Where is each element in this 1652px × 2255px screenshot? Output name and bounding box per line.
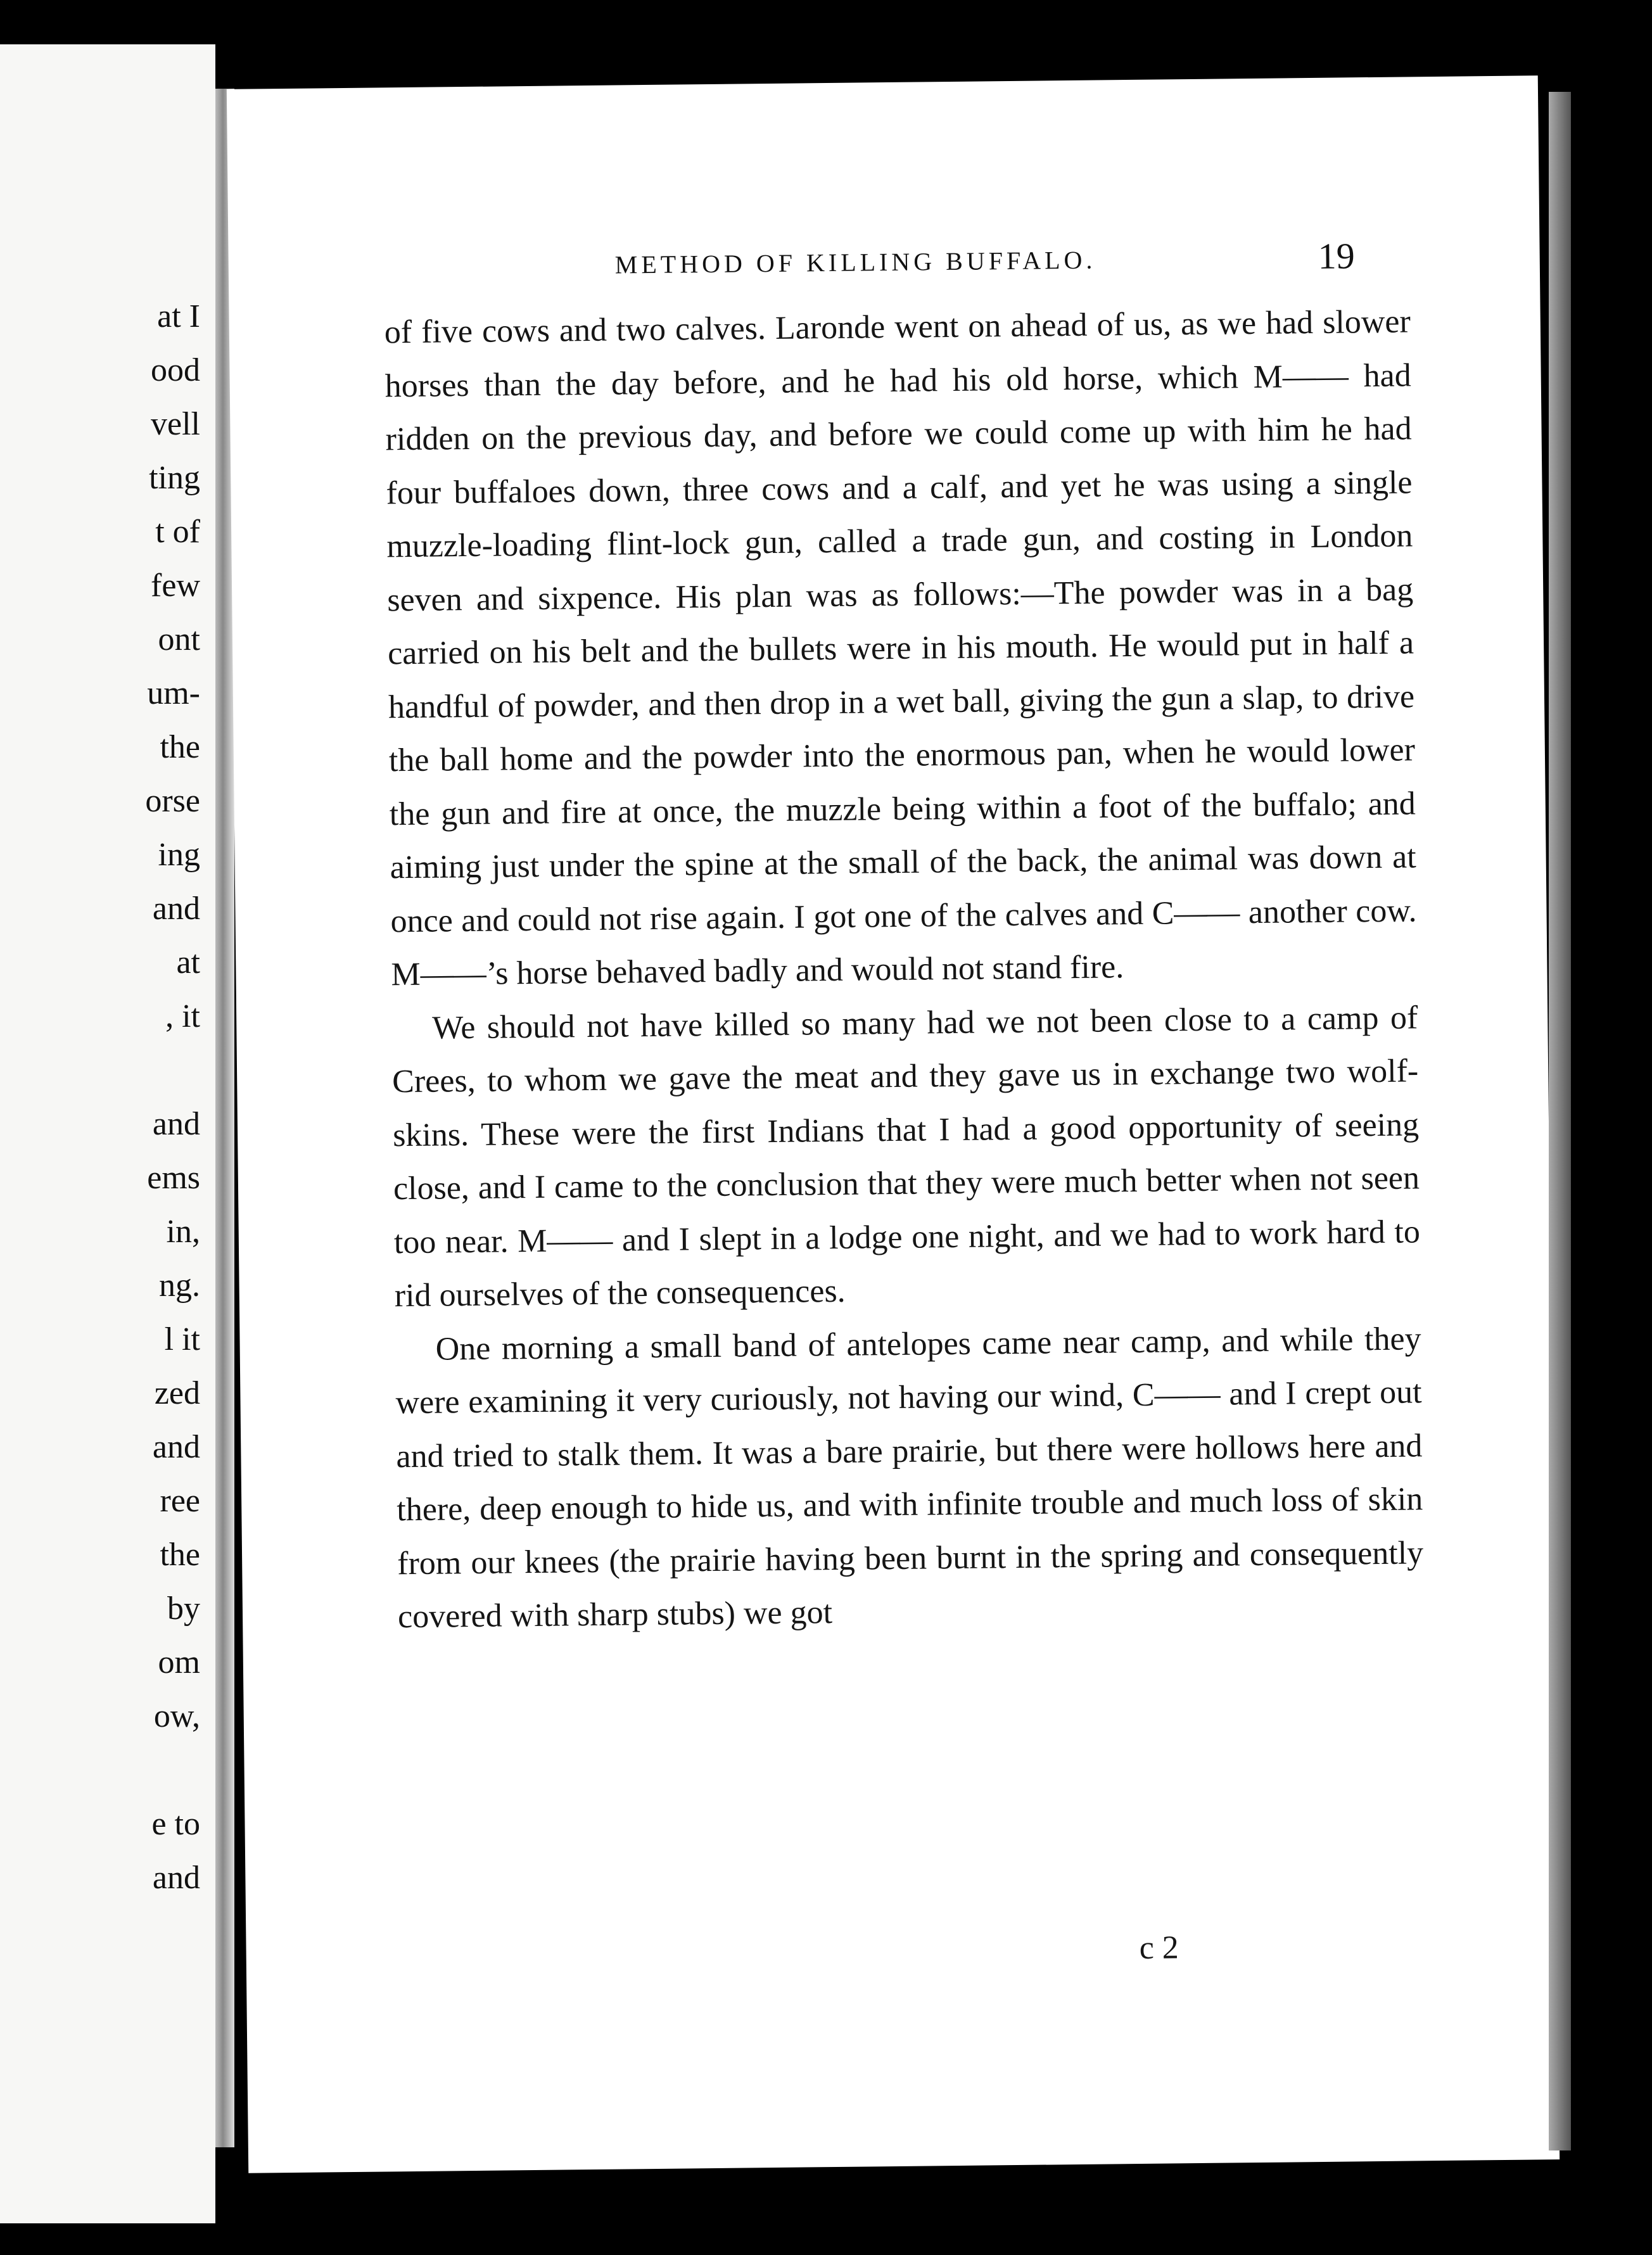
left-page-line-fragment: ng. bbox=[159, 1267, 200, 1304]
left-page-line-fragment: few bbox=[151, 568, 200, 604]
right-page bbox=[227, 75, 1560, 2173]
left-page-line-fragment: ting bbox=[149, 460, 200, 496]
left-page-line-fragment: and bbox=[152, 1429, 200, 1465]
left-page-line-fragment: at I bbox=[157, 298, 200, 334]
left-page-line-fragment: zed bbox=[154, 1375, 200, 1411]
left-page-line-fragment: ree bbox=[160, 1483, 200, 1519]
page-number: 19 bbox=[1318, 235, 1356, 277]
left-page-line-fragment: l it bbox=[164, 1321, 200, 1357]
left-page-line-fragment: ing bbox=[158, 837, 200, 873]
left-page-line-fragment: at bbox=[176, 944, 200, 981]
page-edge bbox=[1549, 92, 1571, 2150]
left-facing-page bbox=[0, 44, 215, 2223]
body-text bbox=[384, 295, 1424, 1644]
left-page-line-fragment: om bbox=[158, 1644, 200, 1680]
left-page-line-fragment: ont bbox=[158, 621, 200, 657]
left-page-line-fragment: vell bbox=[151, 406, 200, 442]
left-page-line-fragment: e to bbox=[151, 1806, 200, 1842]
signature-mark: c 2 bbox=[1139, 1929, 1179, 1966]
left-page-line-fragment: , it bbox=[165, 998, 200, 1034]
left-page-line-fragment: by bbox=[167, 1591, 200, 1627]
left-page-line-fragment: the bbox=[160, 729, 200, 765]
left-page-line-fragment: and bbox=[152, 1106, 200, 1142]
left-page-line-fragment: ood bbox=[151, 352, 200, 388]
left-page-line-fragment: um- bbox=[147, 675, 200, 711]
running-head: METHOD OF KILLING BUFFALO. bbox=[614, 245, 1096, 279]
left-page-line-fragment: ow, bbox=[153, 1698, 200, 1734]
page-header bbox=[229, 235, 1541, 305]
left-page-line-fragment: orse bbox=[145, 783, 200, 819]
left-page-line-fragment: the bbox=[160, 1537, 200, 1573]
paragraph: One morning a small band of antelopes came near camp, and while they were examining it very curiously, not having our wind, C—— and I crept out and tried to stalk them. It was a bare prairie, but there were hollows here and there, deep enough to hide us, and with infinite trouble and much loss of skin from our knees (the prairie having been burnt in the spring and consequently covered with sharp stubs) we got bbox=[395, 1320, 1424, 1636]
left-page-line-fragment: and bbox=[152, 1860, 200, 1896]
left-page-line-fragment: in, bbox=[166, 1214, 200, 1250]
left-page-line-fragment: t of bbox=[155, 514, 200, 550]
paragraph: of five cows and two calves. Laronde went on ahead of us, as we had slower horses than the day before, and he had his old horse, which M—— had ridden on the previous day, and before we could come up with him he had four buffaloes down, three cows and a calf, and yet he was using a single muzzle-loading flint-lock gun, called a trade gun, and costing in London seven and sixpence. His plan was as follows:—The powder was in a bag carried on his belt and the bullets were in his mouth. He would put in half a handful of powder, and then drop in a wet ball, giving the gun a slap, to drive the ball home and the powder into the enormous pan, when he would lower the gun and fire at once, the muzzle being within a foot of the buffalo; and aiming just under the spine at the small of the back, the animal was down at once and could not rise again. I got one of the calves and C—— another cow. M——’s horse behaved badly and would not stand fire. bbox=[384, 303, 1417, 993]
paragraph: We should not have killed so many had we not been close to a camp of Crees, to whom we gave the meat and they gave us in exchange two wolf-skins. These were the first Indians that I had a good opportunity of seeing close, and I came to the conclusion that they were much better when not seen too near. M—— and I slept in a lodge one night, and we had to work hard to rid ourselves of the consequences. bbox=[391, 999, 1421, 1314]
left-page-line-fragment: and bbox=[152, 891, 200, 927]
left-page-line-fragment: ems bbox=[147, 1160, 200, 1196]
